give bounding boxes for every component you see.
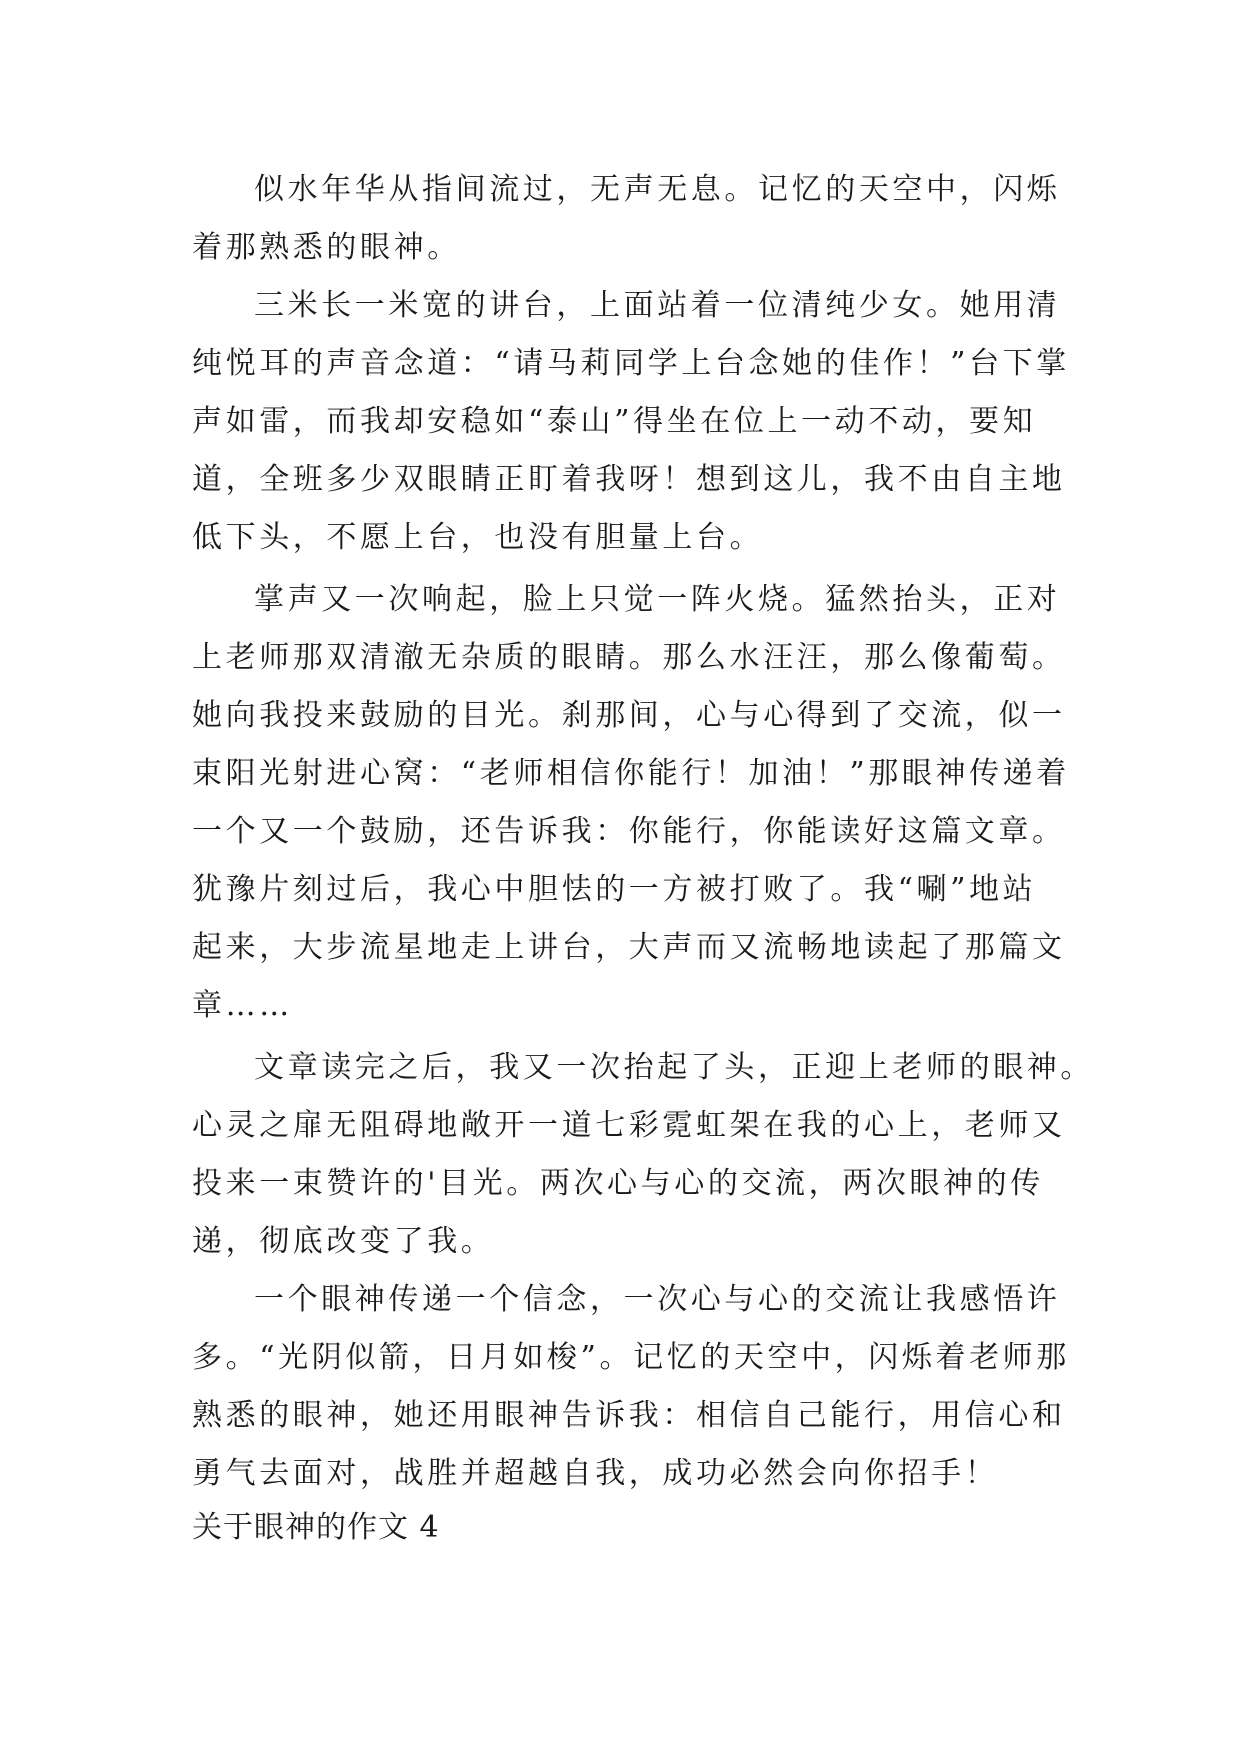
paragraph-5-line-2: 多。“光阴似箭，日月如梭”。记忆的天空中，闪烁着老师那 [192, 1340, 1070, 1375]
paragraph-5-line-1: 一个眼神传递一个信念，一次心与心的交流让我感悟许 [254, 1282, 1061, 1317]
paragraph-1-line-2: 着那熟悉的眼神。 [192, 230, 461, 265]
paragraph-2-line-1: 三米长一米宽的讲台，上面站着一位清纯少女。她用清 [254, 288, 1061, 323]
paragraph-2-line-3: 声如雷，而我却安稳如“泰山”得坐在位上一动不动，要知 [192, 404, 1037, 439]
paragraph-5-line-3: 熟悉的眼神，她还用眼神告诉我：相信自己能行，用信心和 [192, 1398, 1066, 1433]
paragraph-3-line-5: 一个又一个鼓励，还告诉我：你能行，你能读好这篇文章。 [192, 814, 1066, 849]
paragraph-2-line-4: 道，全班多少双眼睛正盯着我呀！想到这儿，我不由自主地 [192, 462, 1066, 497]
paragraph-3-line-8: 章…… [192, 988, 293, 1023]
paragraph-2-line-2: 纯悦耳的声音念道：“请马莉同学上台念她的佳作！”台下掌 [192, 346, 1070, 381]
paragraph-3-line-6: 犹豫片刻过后，我心中胆怯的一方被打败了。我“唰”地站 [192, 872, 1037, 907]
paragraph-3-line-3: 她向我投来鼓励的目光。刹那间，心与心得到了交流，似一 [192, 698, 1066, 733]
paragraph-4-line-3: 投来一束赞许的'目光。两次心与心的交流，两次眼神的传 [192, 1166, 1044, 1201]
paragraph-4-line-4: 递，彻底改变了我。 [192, 1224, 495, 1259]
paragraph-3-line-7: 起来，大步流星地走上讲台，大声而又流畅地读起了那篇文 [192, 930, 1066, 965]
paragraph-3-line-1: 掌声又一次响起，脸上只觉一阵火烧。猛然抬头，正对 [254, 582, 1061, 617]
paragraph-3-line-4: 束阳光射进心窝：“老师相信你能行！加油！”那眼神传递着 [192, 756, 1070, 791]
paragraph-3-line-2: 上老师那双清澈无杂质的眼睛。那么水汪汪，那么像葡萄。 [192, 640, 1066, 675]
paragraph-5-line-4: 勇气去面对，战胜并超越自我，成功必然会向你招手！ [192, 1456, 999, 1491]
paragraph-4-line-2: 心灵之扉无阻碍地敞开一道七彩霓虹架在我的心上，老师又 [192, 1108, 1066, 1143]
paragraph-4-line-1: 文章读完之后，我又一次抬起了头，正迎上老师的眼神。 [254, 1050, 1094, 1085]
paragraph-2-line-5: 低下头，不愿上台，也没有胆量上台。 [192, 520, 764, 555]
paragraph-1-line-1: 似水年华从指间流过，无声无息。记忆的天空中，闪烁 [254, 172, 1061, 207]
section-heading: 关于眼神的作文 4 [192, 1510, 440, 1545]
